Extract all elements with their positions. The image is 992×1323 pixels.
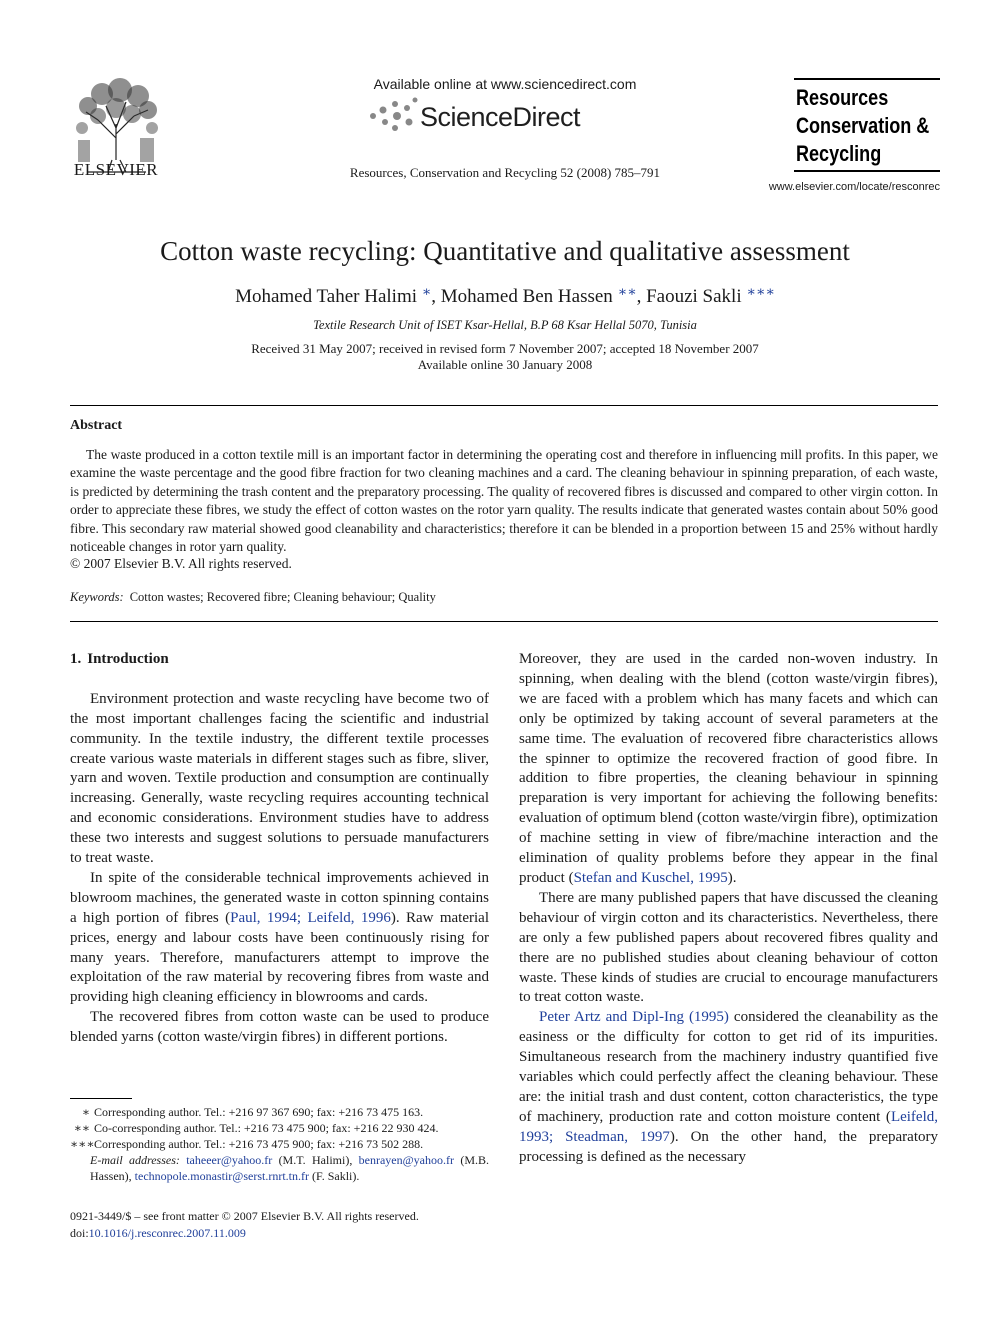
paragraph: Environment protection and waste recycling have become two of the most important challenges facing the scientific and industrial community. In the textile industry, the different textile processes create various waste materials in different stages such as fibre, sliver, yarn and woven. Textile production and consumption are continually increasing. Generally, waste recycling requires accounting technical and economic considerations. Environment studies have to address these two interests and suggest solutions to persuade manufacturers to treat waste. bbox=[70, 690, 489, 867]
doi-line: doi:10.1016/j.resconrec.2007.11.009 bbox=[70, 1226, 246, 1240]
email-link[interactable]: taheeer@yahoo.fr bbox=[186, 1153, 273, 1167]
front-matter bbox=[70, 1208, 419, 1242]
divider bbox=[70, 621, 938, 622]
sciencedirect-logo-text: ScienceDirect bbox=[420, 102, 581, 132]
author-footnote-mark[interactable]: ∗ bbox=[421, 285, 432, 300]
journal-title-block bbox=[794, 78, 940, 172]
body-left-column bbox=[70, 650, 489, 1048]
paragraph: In spite of the considerable technical improvements achieved in blowroom machines, the generated waste in cotton spinning contains a high portion of fibres (Paul, 1994; Leifeld, 1996). Raw material prices, energy and labour costs have been continuously rising for many years. Therefore, manufacturers attempt to improve the exploitation of the raw material by recovering fibres from waste and providing high cleaning efficiency in blowrooms and cards. bbox=[70, 869, 489, 1006]
paragraph: Moreover, they are used in the carded non-woven industry. In spinning, when dealing with the blend (cotton waste/virgin fibres), we are faced with a problem which has many facets and which can only be optimized by taking account of several parameters at the same time. The evaluation of recovered fibre characteristics allows the spinner to optimize the recovered fraction of good fibre. In addition to fibre properties, the cleaning behaviour in spinning preparation is very important for achieving the following benefits: evaluation of optimum blend (cotton waste/virgin fibre), optimization of machine setting in view of fibre/machine interaction and the elimination of quality problems before they appear in the final product (Stefan and Kuschel, 1995). bbox=[519, 651, 938, 886]
citation-link[interactable]: Peter Artz and Dipl-Ing (1995) bbox=[539, 1009, 729, 1026]
author-name: Faouzi Sakli bbox=[646, 286, 742, 307]
abstract-text: The waste produced in a cotton textile mill is an important factor in determining the operating cost and therefore in influencing mill profits. In this paper, we examine the waste percentage and the good fibre fraction for two cleaning machines and a card. The cleaning behaviour in spinning preparation, of each waste, is predicted by determining the trash content and the preparatory processing. The quality of recovered fibres is discussed and compared to other virgin cotton. In order to appreciate these fibres, we study the effect of cotton wastes on the rotor yarn quality. The results indicate that generated wastes contain about 50% good fibre. This secondary raw material showed good cleanability and characteristics; therefore it can be blended in a proportion between 15 and 25% without hardly noticeable changes in rotor yarn quality. bbox=[70, 447, 938, 555]
email-addresses: E-mail addresses: taheeer@yahoo.fr (M.T. Halimi), benrayen@yahoo.fr (M.B. Hassen), technopole.monastir@serst.rnrt.tn.fr (F. Sakli). bbox=[90, 1153, 490, 1183]
abstract-heading: Abstract bbox=[70, 418, 123, 433]
footnotes bbox=[70, 1104, 489, 1184]
footnote: ∗ Corresponding author. Tel.: +216 97 367 690; fax: +216 73 475 163. bbox=[81, 1105, 424, 1119]
body-right-column bbox=[519, 650, 938, 1168]
issn-line: 0921-3449/$ – see front matter © 2007 Elsevier B.V. All rights reserved. bbox=[70, 1209, 419, 1223]
author-name: Mohamed Ben Hassen bbox=[440, 286, 613, 307]
journal-reference: Resources, Conservation and Recycling 52 (2008) 785–791 bbox=[349, 165, 661, 180]
footnote: ∗∗∗ Corresponding author. Tel.: +216 73 475 900; fax: +216 73 502 288. bbox=[70, 1137, 424, 1151]
author-name: Mohamed Taher Halimi bbox=[235, 286, 418, 307]
author-list: Mohamed Taher Halimi ∗, Mohamed Ben Hassen ∗∗, Faouzi Sakli ∗∗∗ bbox=[235, 285, 775, 307]
paragraph: There are many published papers that have discussed the cleaning behaviour of virgin cotton and its characteristics. Nevertheless, there are only a few published papers about recovered fibres quality and there are no published studies about cleaning behaviour of cotton waste. These kinds of studies are crucial to encourage manufacturers to treat cotton waste. bbox=[519, 889, 938, 1006]
section-heading bbox=[70, 650, 489, 670]
available-online[interactable]: Available online at www.sciencedirect.com bbox=[373, 76, 637, 92]
affiliation: Textile Research Unit of ISET Ksar-Hellal, B.P 68 Ksar Hellal 5070, Tunisia bbox=[313, 318, 697, 332]
footnote-divider bbox=[70, 1098, 132, 1099]
keywords-list: Cotton wastes; Recovered fibre; Cleaning behaviour; Quality bbox=[129, 590, 436, 604]
journal-title-line: Conservation & bbox=[796, 113, 930, 138]
footnote: ∗∗ Co-corresponding author. Tel.: +216 73 475 900; fax: +216 22 930 424. bbox=[73, 1121, 439, 1135]
citation-link[interactable]: Stefan and Kuschel, 1995 bbox=[573, 869, 728, 886]
journal-title-line: Recycling bbox=[796, 141, 882, 166]
citation-link[interactable]: Paul, 1994; Leifeld, 1996 bbox=[230, 909, 391, 926]
author-footnote-mark[interactable]: ∗∗ bbox=[617, 285, 637, 300]
section-title: Introduction bbox=[87, 651, 169, 667]
paragraph: The recovered fibres from cotton waste can be used to produce blended yarns (cotton waste/virgin fibres) in different portions. bbox=[70, 1009, 489, 1046]
citation-link[interactable]: Leifeld, 1993; Steadman, 1997 bbox=[519, 1108, 938, 1145]
keywords-label: Keywords: bbox=[70, 590, 124, 604]
available-online-date: Available online 30 January 2008 bbox=[417, 357, 593, 372]
received-dates: Received 31 May 2007; received in revised form 7 November 2007; accepted 18 November 2007 bbox=[251, 341, 759, 356]
copyright: © 2007 Elsevier B.V. All rights reserved. bbox=[70, 556, 292, 571]
article-title: Cotton waste recycling: Quantitative and qualitative assessment bbox=[160, 236, 850, 266]
paragraph: Peter Artz and Dipl-Ing (1995) considered the cleanability as the easiness or the difficulty for cotton to get rid of its impurities. Simultaneous research from the machinery industry quantified five variables which could perfectly affect the cleaning behaviour. These are: the initial trash and dust content, cotton characteristics, the type of machinery, production rate and cotton moisture content (Leifeld, 1993; Steadman, 1997). On the other hand, the preparatory processing is defined as the necessary bbox=[519, 1009, 938, 1165]
journal-title-line: Resources bbox=[796, 85, 889, 110]
keywords bbox=[70, 590, 436, 605]
author-footnote-mark[interactable]: ∗∗∗ bbox=[746, 285, 775, 300]
section-number: 1. bbox=[70, 651, 82, 667]
divider bbox=[70, 405, 938, 406]
email-link[interactable]: benrayen@yahoo.fr bbox=[358, 1153, 454, 1167]
doi-link[interactable]: 10.1016/j.resconrec.2007.11.009 bbox=[88, 1226, 246, 1240]
publisher-name: ELSEVIER bbox=[73, 160, 159, 179]
email-link[interactable]: technopole.monastir@serst.rnrt.tn.fr bbox=[134, 1169, 309, 1183]
journal-url[interactable]: www.elsevier.com/locate/resconrec bbox=[768, 181, 940, 193]
